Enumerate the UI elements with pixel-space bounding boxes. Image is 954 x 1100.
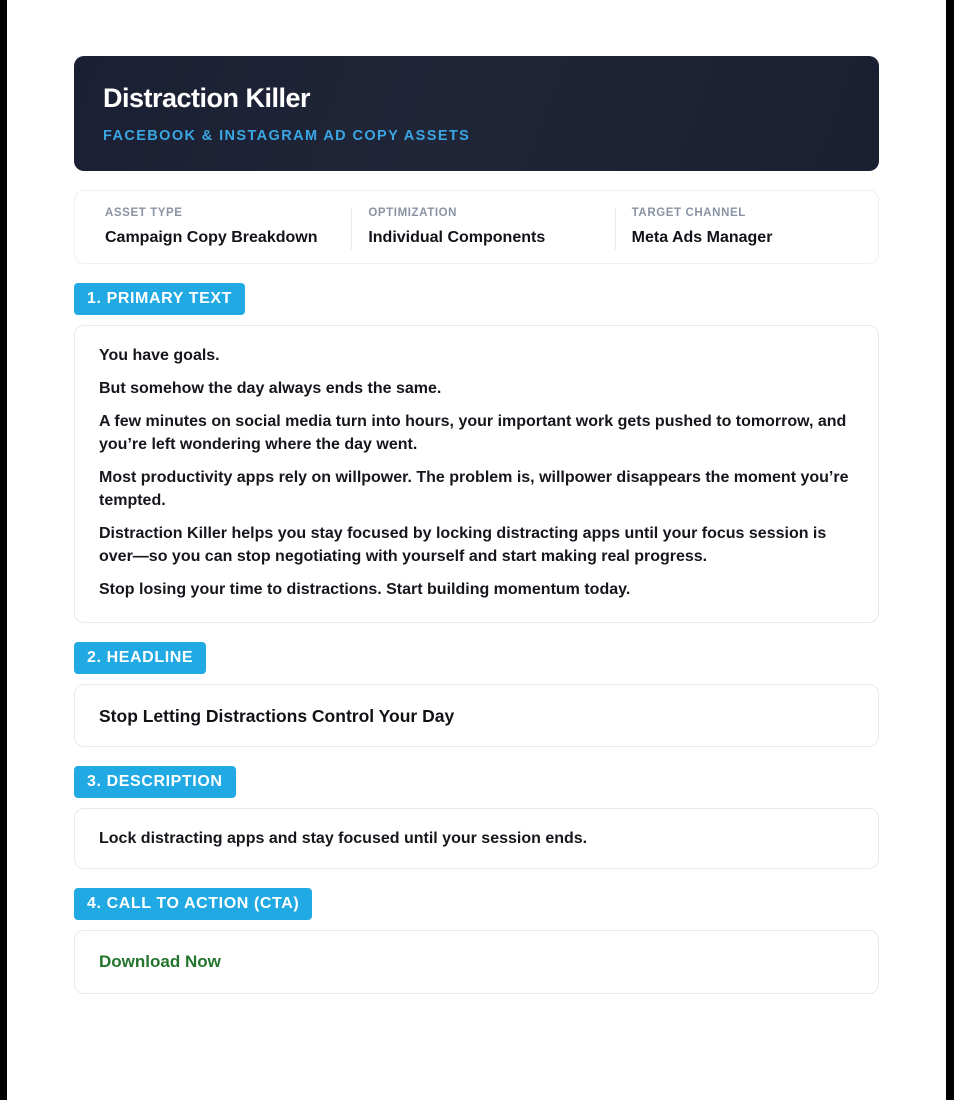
primary-text-paragraph: Distraction Killer helps you stay focused by locking distracting apps until your focus session is over—so you can stop negotiating with yourself and start making real progress. <box>99 525 827 565</box>
primary-text-paragraph: You have goals. <box>99 347 220 364</box>
primary-text-paragraph: Most productivity apps rely on willpower. The problem is, willpower disappears the moment you’re tempted. <box>99 469 849 509</box>
meta-label: OPTIMIZATION <box>368 207 458 219</box>
cta-text: Download Now <box>99 952 221 971</box>
section-tag-description: 3. DESCRIPTION <box>74 766 236 798</box>
header-banner <box>74 56 879 171</box>
section-tag-cta: 4. CALL TO ACTION (CTA) <box>74 888 312 920</box>
meta-target-channel <box>615 206 878 263</box>
page-title: Distraction Killer <box>103 83 311 113</box>
meta-label: TARGET CHANNEL <box>631 207 746 219</box>
page-subtitle: FACEBOOK & INSTAGRAM AD COPY ASSETS <box>103 128 471 144</box>
headline-text: Stop Letting Distractions Control Your Day <box>99 705 455 726</box>
primary-text-paragraph: A few minutes on social media turn into hours, your important work gets pushed to tomorrow, and you’re left wondering where the day went. <box>99 413 847 453</box>
meta-info-bar <box>74 190 879 264</box>
meta-value: Individual Components <box>368 229 546 246</box>
meta-value: Campaign Copy Breakdown <box>105 229 318 246</box>
document-page <box>7 0 946 1100</box>
meta-value: Meta Ads Manager <box>631 229 773 246</box>
primary-text-paragraph: Stop losing your time to distractions. Start building momentum today. <box>99 581 631 598</box>
description-card <box>74 808 879 869</box>
headline-card <box>74 684 879 747</box>
meta-label: ASSET TYPE <box>105 207 183 219</box>
meta-optimization <box>351 206 614 263</box>
meta-asset-type <box>75 206 351 263</box>
cta-card <box>74 930 879 994</box>
primary-text-card <box>74 325 879 623</box>
section-tag-primary-text: 1. PRIMARY TEXT <box>74 283 245 315</box>
primary-text-paragraph: But somehow the day always ends the same. <box>99 380 442 397</box>
section-tag-headline: 2. HEADLINE <box>74 642 206 674</box>
description-text: Lock distracting apps and stay focused until your session ends. <box>99 829 588 847</box>
